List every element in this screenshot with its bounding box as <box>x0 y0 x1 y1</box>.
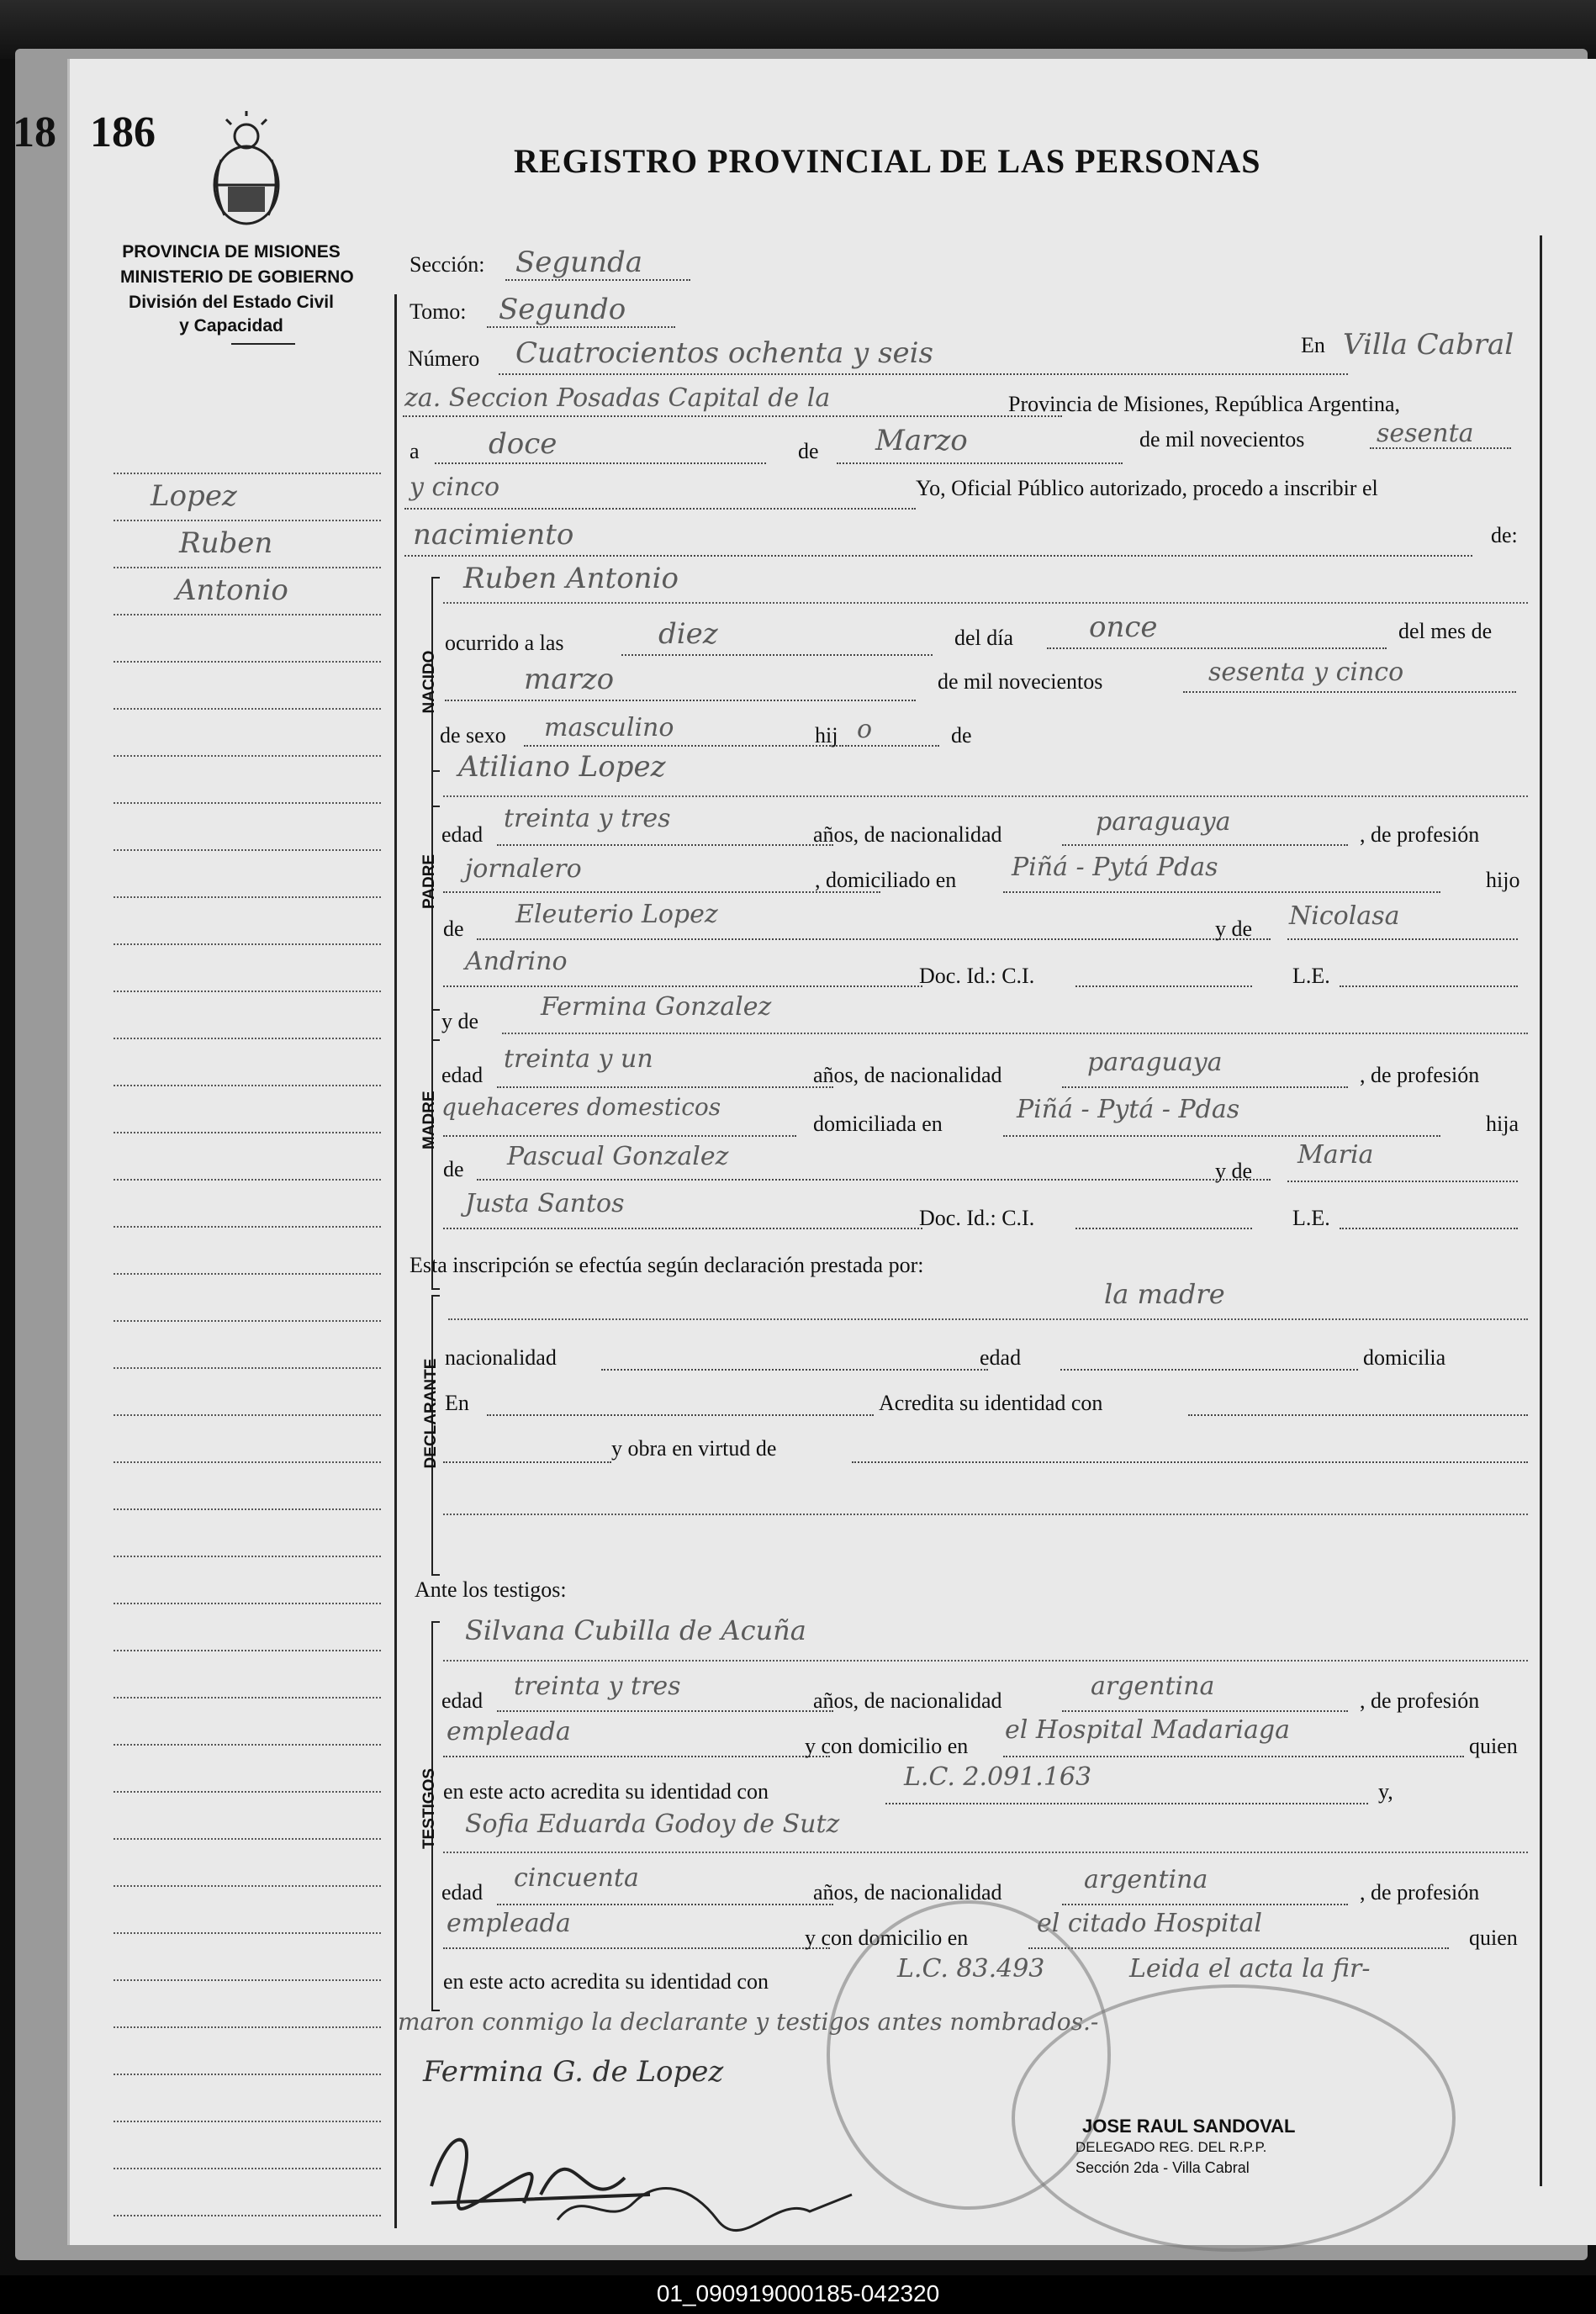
padre-name: Atiliano Lopez <box>458 750 666 784</box>
testigo2-quien-label: quien <box>1469 1926 1518 1950</box>
sexo-label: de sexo <box>440 723 506 748</box>
closing-line-1: Leida el acta la fir- <box>1129 1954 1371 1984</box>
testigo2-doc-value: L.C. 83.493 <box>897 1954 1045 1984</box>
padre-name-line <box>443 795 1528 797</box>
declarante-label: DECLARANTE <box>422 1358 440 1469</box>
margin-rule-line <box>114 1179 381 1181</box>
decl-acredita-line <box>1188 1414 1528 1416</box>
anio-value-2: y cinco <box>410 473 500 502</box>
mes-nac-value: marzo <box>524 663 615 696</box>
madre-bracket <box>431 1009 440 1290</box>
testigo2-acredita-label: en este acto acredita su identidad con <box>443 1969 769 1994</box>
decl-obra-pre-line <box>443 1461 611 1463</box>
margin-rule-line <box>114 2074 381 2075</box>
testigo1-edad-label: edad <box>441 1688 484 1713</box>
testigo1-nac-value: argentina <box>1091 1672 1215 1701</box>
en-label: En <box>1301 333 1325 357</box>
testigo2-name-line <box>443 1852 1528 1853</box>
seccion-label: Sección: <box>410 252 485 277</box>
padre-padre-value: Eleuterio Lopez <box>515 900 718 929</box>
padre-nac-value: paraguaya <box>1096 807 1231 837</box>
padre-doc-label: Doc. Id.: C.I. <box>919 964 1035 988</box>
madre-madre2-line <box>443 1228 922 1229</box>
hij-suffix: o <box>857 715 873 744</box>
madre-prof-label: , de profesión <box>1360 1063 1480 1087</box>
dia-nac-line <box>1047 647 1387 649</box>
padre-madre-line <box>1287 938 1518 940</box>
witness-signatures <box>415 2094 919 2245</box>
decl-nacionalidad-label: nacionalidad <box>445 1345 557 1370</box>
padre-hijo-label: hijo <box>1486 868 1520 892</box>
margin-rule-line <box>114 1838 381 1840</box>
margin-rule-line <box>114 520 381 521</box>
madre-anos-label: años, de nacionalidad <box>813 1063 1002 1087</box>
margin-rule-line <box>114 802 381 804</box>
ante-testigos-text: Ante los testigos: <box>415 1577 567 1602</box>
nacido-name-line <box>443 602 1528 604</box>
madre-ci-line <box>1075 1228 1252 1229</box>
padre-dom-label: , domiciliado en <box>815 868 957 892</box>
decl-nacionalidad-line <box>601 1369 988 1371</box>
decl-edad-label: edad <box>980 1345 1022 1370</box>
margin-rule-line <box>114 1320 381 1322</box>
madre-madre-line <box>1287 1181 1518 1182</box>
padre-prof-value: jornalero <box>465 854 582 884</box>
margin-rule-line <box>114 1650 381 1651</box>
dia-value: doce <box>489 427 558 461</box>
testigo2-dom-label: y con domicilio en <box>805 1926 969 1950</box>
testigo2-dom-value: el citado Hospital <box>1037 1909 1262 1938</box>
decl-en-label: En <box>445 1391 469 1415</box>
margin-rule-line <box>114 1791 381 1793</box>
mes-nac-line <box>445 700 916 701</box>
testigo1-edad-line <box>497 1710 833 1712</box>
padre-nac-line <box>1062 844 1348 846</box>
document-title: REGISTRO PROVINCIAL DE LAS PERSONAS <box>514 142 1261 180</box>
office-line-2: MINISTERIO DE GOBIERNO <box>120 267 354 287</box>
margin-rule-line <box>114 614 381 615</box>
stamp-official-title: DELEGADO REG. DEL R.P.P. <box>1075 2139 1267 2155</box>
margin-name-1: Ruben <box>179 526 273 560</box>
testigo1-doc-line <box>885 1803 1368 1804</box>
margin-rule-line <box>114 661 381 663</box>
tomo-label: Tomo: <box>410 299 467 324</box>
anio2-line <box>404 508 916 510</box>
padre-padre-line <box>477 938 1271 940</box>
del-dia-label: del día <box>954 626 1014 650</box>
de-padres-label: de <box>951 723 972 748</box>
nacido-label: NACIDO <box>420 650 438 714</box>
madre-padre-line <box>477 1179 1271 1181</box>
main-right-rule <box>1540 235 1542 2186</box>
del-mes-label: del mes de <box>1398 619 1493 643</box>
madre-yde2-label: y de <box>1215 1159 1253 1183</box>
madre-le-label: L.E. <box>1292 1206 1330 1230</box>
document-page <box>13 59 1596 2245</box>
coat-of-arms-icon <box>203 111 290 229</box>
padre-madre-value-2: Andrino <box>465 947 568 976</box>
madre-name-line <box>502 1033 1528 1034</box>
testigo2-prof-value: empleada <box>447 1909 571 1938</box>
office-line-4: y Capacidad <box>179 316 283 335</box>
nacido-name: Ruben Antonio <box>463 562 679 595</box>
closing-line-2: maron conmigo la declarante y testigos antes nombrados.- <box>398 2008 1099 2036</box>
testigo1-nac-line <box>1062 1710 1348 1712</box>
padre-le-line <box>1340 985 1518 987</box>
ocurrido-label: ocurrido a las <box>445 631 564 655</box>
margin-rule-line <box>114 755 381 757</box>
testigo1-edad-value: treinta y tres <box>514 1672 681 1701</box>
margin-rule-line <box>114 1603 381 1604</box>
margin-rule-line <box>114 1461 381 1463</box>
margin-rule-line <box>114 1885 381 1887</box>
margin-rule-line <box>114 1226 381 1228</box>
margin-rule-line <box>114 1556 381 1557</box>
madre-nac-value: paraguaya <box>1087 1048 1223 1077</box>
madre-de-label: de <box>443 1157 464 1181</box>
office-underline <box>231 343 295 345</box>
inscripcion-text: Esta inscripción se efectúa según declaración prestada por: <box>410 1253 924 1277</box>
lugar-line <box>403 415 1062 417</box>
decl-domicilia-label: domicilia <box>1363 1345 1446 1370</box>
yo-text: Yo, Oficial Público autorizado, procedo a inscribir el <box>916 476 1378 500</box>
testigos-label: TESTIGOS <box>420 1767 438 1850</box>
de-mil-label: de mil novecientos <box>1139 427 1305 452</box>
margin-rule-line <box>114 1979 381 1981</box>
padre-le-label: L.E. <box>1292 964 1330 988</box>
testigo1-anos-label: años, de nacionalidad <box>813 1688 1002 1713</box>
hij-line <box>845 745 939 747</box>
dia-line <box>435 462 766 464</box>
testigo2-dom-line <box>1028 1947 1449 1949</box>
margin-rule-line <box>114 2121 381 2122</box>
seccion-line <box>505 279 690 281</box>
sexo-line <box>524 745 843 747</box>
padre-edad-label: edad <box>441 822 484 847</box>
en-value: Villa Cabral <box>1343 328 1514 362</box>
padre-de-label: de <box>443 917 464 941</box>
mes-line <box>837 462 1123 464</box>
mother-signature: Fermina G. de Lopez <box>423 2055 724 2089</box>
madre-madre-value: Maria <box>1297 1140 1374 1170</box>
testigo2-edad-line <box>497 1904 833 1905</box>
margin-rule-line <box>114 1367 381 1369</box>
padre-yde-label: y de <box>1215 917 1253 941</box>
padre-label: PADRE <box>420 853 438 909</box>
margin-rule-line <box>114 943 381 945</box>
testigo2-anos-label: años, de nacionalidad <box>813 1880 1002 1905</box>
sexo-value: masculino <box>544 713 674 742</box>
madre-padre-value: Pascual Gonzalez <box>507 1142 729 1171</box>
padre-edad-line <box>497 844 833 846</box>
madre-madre-value-2: Justa Santos <box>465 1189 625 1218</box>
padre-madre-value: Nicolasa <box>1289 901 1400 931</box>
testigo1-acredita-label: en este acto acredita su identidad con <box>443 1779 769 1804</box>
testigo1-prof-value: empleada <box>447 1717 571 1746</box>
testigo1-doc-value: L.C. 2.091.163 <box>904 1762 1092 1792</box>
testigo2-nac-value: argentina <box>1084 1865 1208 1894</box>
folio-left: 18 <box>13 108 56 156</box>
declarante-name-line <box>448 1318 1528 1320</box>
testigo1-name-line <box>443 1660 1528 1662</box>
testigo2-nac-line <box>1062 1904 1348 1905</box>
padre-edad-value: treinta y tres <box>504 804 671 833</box>
main-left-rule <box>394 294 397 2228</box>
anio-value-1: sesenta <box>1377 419 1474 448</box>
margin-rule-line <box>114 1744 381 1746</box>
padre-dom-value: Piñá - Pytá Pdas <box>1012 853 1218 882</box>
margin-rule-line <box>114 708 381 710</box>
decl-acredita-label: Acredita su identidad con <box>879 1391 1103 1415</box>
testigo1-dom-line <box>1003 1756 1464 1757</box>
margin-rule-line <box>114 1932 381 1934</box>
testigo2-edad-value: cincuenta <box>514 1863 639 1893</box>
margin-rule-line <box>114 2026 381 2028</box>
stamp-official-office: Sección 2da - Villa Cabral <box>1075 2159 1250 2176</box>
madre-hija-label: hija <box>1486 1112 1519 1136</box>
acto-value: nacimiento <box>413 518 574 552</box>
testigo2-prof-label: , de profesión <box>1360 1880 1480 1905</box>
numero-line <box>499 373 1348 375</box>
madre-prof-value: quehaceres domesticos <box>441 1093 721 1121</box>
margin-rule-line <box>114 1414 381 1416</box>
padre-prof-label: , de profesión <box>1360 822 1480 847</box>
madre-yde-label: y de <box>441 1009 479 1033</box>
image-caption: 01_090919000185-042320 <box>656 2280 940 2306</box>
testigo1-name: Silvana Cubilla de Acuña <box>465 1614 806 1646</box>
de-mil-nac-label: de mil novecientos <box>938 669 1103 694</box>
margin-rule-line <box>114 2215 381 2216</box>
acto-line <box>404 555 1472 557</box>
testigo1-prof-label: , de profesión <box>1360 1688 1480 1713</box>
testigo2-name: Sofia Eduarda Godoy de Sutz <box>465 1809 840 1839</box>
margin-name-2: Antonio <box>176 573 288 607</box>
margin-rule-line <box>114 1085 381 1086</box>
madre-edad-label: edad <box>441 1063 484 1087</box>
decl-obra-label: y obra en virtud de <box>611 1436 777 1461</box>
decl-blank-line <box>443 1514 1528 1515</box>
numero-value: Cuatrocientos ochenta y seis <box>515 336 933 370</box>
testigo2-edad-label: edad <box>441 1880 484 1905</box>
madre-le-line <box>1340 1228 1518 1229</box>
padre-ci-line <box>1075 985 1252 987</box>
madre-nac-line <box>1062 1086 1348 1088</box>
margin-rule-line <box>114 1508 381 1510</box>
de-colon-label: de: <box>1491 523 1518 547</box>
padre-dom-line <box>1003 891 1440 893</box>
madre-edad-value: treinta y un <box>504 1044 653 1074</box>
madre-doc-label: Doc. Id.: C.I. <box>919 1206 1035 1230</box>
office-line-1: PROVINCIA DE MISIONES <box>122 242 341 262</box>
dia-nac-value: once <box>1089 610 1158 644</box>
madre-dom-line <box>1003 1135 1440 1137</box>
testigo1-prof-line <box>443 1756 830 1757</box>
margin-rule-line <box>114 567 381 568</box>
lugar-continuation: za. Seccion Posadas Capital de la <box>404 383 831 413</box>
provincia-text: Provincia de Misiones, República Argentina, <box>1008 392 1400 416</box>
mes-value: Marzo <box>875 424 968 457</box>
margin-rule-line <box>114 849 381 851</box>
tomo-line <box>487 326 675 328</box>
a-label: a <box>410 439 420 463</box>
stamp-official-name: JOSE RAUL SANDOVAL <box>1082 2116 1296 2137</box>
margin-rule-line <box>114 1132 381 1133</box>
tomo-value: Segundo <box>499 293 626 326</box>
testigo1-dom-value: el Hospital Madariaga <box>1005 1715 1290 1745</box>
decl-en-line <box>487 1414 874 1416</box>
anio-nac-line <box>1183 691 1516 693</box>
margin-rule-line <box>114 1273 381 1275</box>
madre-name: Fermina Gonzalez <box>541 992 772 1022</box>
testigo1-quien-label: quien <box>1469 1734 1518 1758</box>
madre-dom-label: domiciliada en <box>813 1112 943 1136</box>
seccion-value: Segunda <box>515 246 643 279</box>
hij-label: hij <box>815 723 838 748</box>
hora-line <box>621 654 933 656</box>
padre-anos-label: años, de nacionalidad <box>813 822 1002 847</box>
anio-nac-value: sesenta y cinco <box>1208 658 1404 687</box>
madre-edad-line <box>497 1086 833 1088</box>
madre-dom-value: Piñá - Pytá - Pdas <box>1017 1095 1240 1124</box>
numero-label: Número <box>408 346 480 371</box>
folio-number: 186 <box>90 108 156 156</box>
madre-prof-line <box>443 1135 796 1137</box>
margin-rule-line <box>114 473 381 474</box>
margin-rule-line <box>114 2168 381 2169</box>
decl-obra-line <box>852 1461 1528 1463</box>
declarante-value: la madre <box>1104 1278 1225 1310</box>
de-label: de <box>798 439 819 463</box>
margin-rule-line <box>114 1697 381 1699</box>
margin-rule-line <box>114 991 381 992</box>
office-line-3: División del Estado Civil <box>129 293 334 312</box>
padre-madre2-line <box>443 985 922 987</box>
testigo2-prof-line <box>443 1947 830 1949</box>
margin-rule-line <box>114 896 381 898</box>
decl-edad-line <box>1060 1369 1358 1371</box>
testigo1-dom-label: y con domicilio en <box>805 1734 969 1758</box>
hora-value: diez <box>658 617 718 651</box>
margin-rule-line <box>114 1038 381 1039</box>
margin-surname: Lopez <box>151 479 237 513</box>
madre-label: MADRE <box>420 1091 438 1149</box>
testigo1-y-label: y, <box>1378 1779 1393 1804</box>
